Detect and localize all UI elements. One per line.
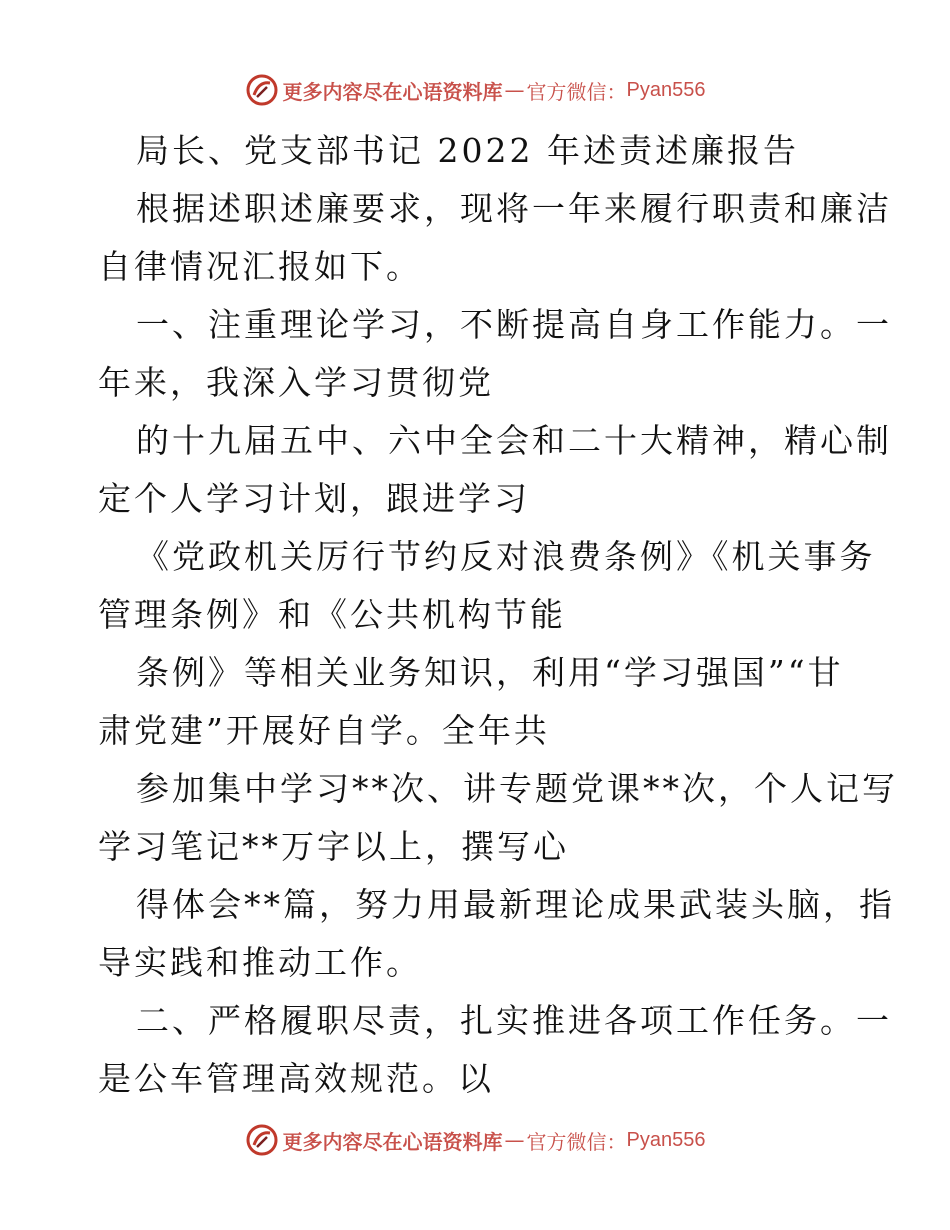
watermark-brand: 更多内容尽在心语资料库: [282, 1129, 503, 1154]
paragraph-line: 二、严格履职尽责，扎实推进各项工作任务。一: [136, 1001, 892, 1040]
watermark-wechat-label: 官方微信：: [526, 1129, 627, 1154]
red-seal-logo-icon: [245, 1123, 279, 1157]
document-body: [98, 122, 898, 1108]
paragraph-line: 的十九届五中、六中全会和二十大精神，精心制: [136, 421, 892, 460]
paragraph-line: 一、注重理论学习，不断提高自身工作能力。一: [136, 305, 892, 344]
watermark-brand: 更多内容尽在心语资料库: [282, 79, 503, 104]
paragraph-line: 参加集中学习**次、讲专题党课**次，个人记写: [136, 769, 898, 808]
paragraph-line: 导实践和推动工作。: [98, 943, 422, 982]
watermark-wechat-label: 官方微信：: [526, 79, 627, 104]
watermark-footer: [0, 1120, 950, 1160]
paragraph-line: 《党政机关厉行节约反对浪费条例》《机关事务: [136, 537, 876, 576]
watermark-wechat-id: Pyan556: [626, 78, 706, 101]
paragraph-line: 得体会**篇，努力用最新理论成果武装头脑，指: [136, 885, 895, 924]
paragraph-line: 学习笔记**万字以上，撰写心: [98, 827, 569, 866]
paragraph-line: 年来，我深入学习贯彻党: [98, 363, 494, 402]
document-title: 局长、党支部书记 2022 年述责述廉报告: [136, 131, 799, 170]
paragraph-line: 定个人学习计划，跟进学习: [98, 479, 530, 518]
paragraph-line: 肃党建”开展好自学。全年共: [98, 711, 550, 750]
paragraph-line: 是公车管理高效规范。以: [98, 1059, 494, 1098]
paragraph-line: 管理条例》和《公共机构节能: [98, 595, 566, 634]
paragraph-line: 根据述职述廉要求，现将一年来履行职责和廉洁: [136, 189, 892, 228]
watermark-separator: —: [504, 1128, 525, 1152]
paragraph-line: 自律情况汇报如下。: [98, 247, 422, 286]
watermark-wechat-id: Pyan556: [626, 1128, 706, 1151]
watermark-header: [0, 70, 950, 110]
watermark-separator: —: [504, 78, 525, 102]
paragraph-line: 条例》等相关业务知识，利用“学习强国”“甘: [136, 653, 844, 692]
red-seal-logo-icon: [245, 73, 279, 107]
